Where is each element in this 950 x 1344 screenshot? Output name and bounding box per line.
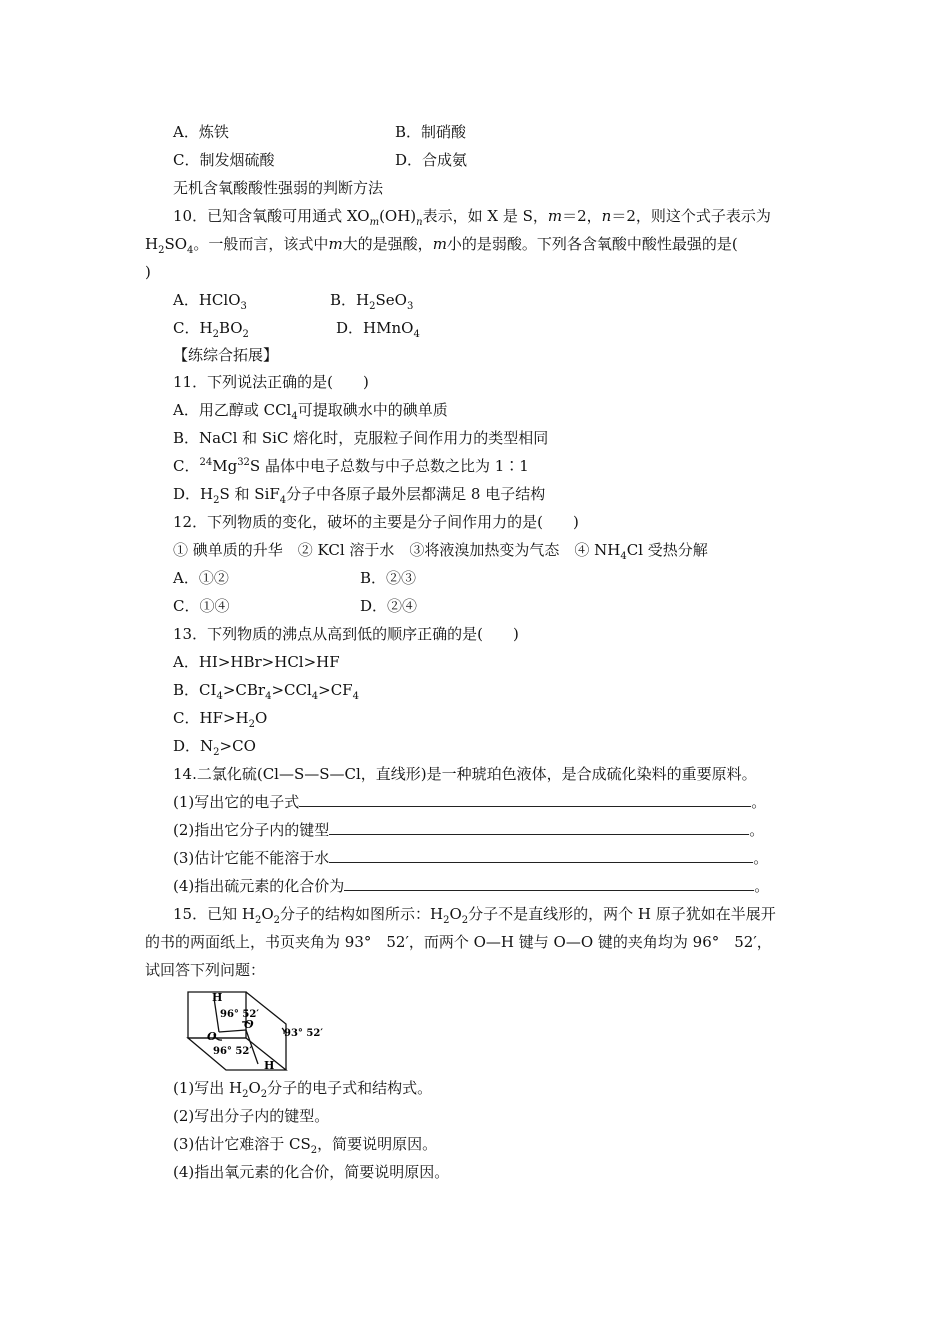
q10-option-c: C．$H_2BO_2$ (173, 319, 249, 340)
q15-line2: 的书的两面纸上，书页夹角为 93° 52′，而两个 O—H 键与 O—O 键的夹角均为 96° 52′， (145, 933, 772, 951)
q14-part2: (2)指出它分子内的键型 。 (173, 821, 765, 839)
q15-part4: (4)指出氧元素的化合价，简要说明原因。 (173, 1163, 450, 1181)
figure-label-o-left: O (207, 1030, 217, 1043)
q10-line3: ) (145, 263, 151, 281)
option-a: A．炼铁 (173, 123, 229, 141)
q10-line2: $H_2SO_4$。一般而言，该式中m大的是强酸，m小的是弱酸。下列各含氧酸中酸性最强的是( (145, 235, 738, 256)
figure-label-angle-upper: 96° 52′ (220, 1009, 259, 1020)
figure-label-h-bottom: H (264, 1059, 275, 1072)
q10-option-d: D．HMnO$_4$ (336, 319, 420, 340)
q11-option-d: D．$H_2S$ 和 SiF$_4$分子中各原子最外层都满足 8 电子结构 (173, 485, 546, 506)
figure-label-h-top: H (212, 991, 223, 1004)
q13-option-b: B．$CI_4>CBr_4>CCl_4>CF_4$ (173, 681, 359, 702)
q11-option-a: A．用乙醇或 CCl$_4$可提取碘水中的碘单质 (173, 401, 448, 422)
q11-option-c: C．$^{24}$Mg$^{32}$S 晶体中电子总数与中子总数之比为 1∶1 (173, 457, 529, 475)
q15-part1: (1)写出 $H_2O_2$分子的电子式和结构式。 (173, 1079, 433, 1100)
q12-items: ① 碘单质的升华 ② KCl 溶于水 ③将液溴加热变为气态 ④ $NH_4Cl$ 受热分解 (173, 541, 708, 562)
q13-option-c: C．$HF>H_2O$ (173, 709, 268, 730)
answer-blank[interactable] (329, 820, 749, 835)
q14-part4: (4)指出硫元素的化合价为 。 (173, 877, 770, 895)
q14-part1: (1)写出它的电子式 。 (173, 793, 767, 811)
q14-part3: (3)估计它能不能溶于水 。 (173, 849, 769, 867)
figure-label-angle-book: 93° 52′ (284, 1028, 323, 1039)
option-b: B．制硝酸 (395, 123, 467, 141)
q15-line1: 15．已知 $H_2O_2$分子的结构如图所示：$H_2O_2$分子不是直线形的，两个 H 原子犹如在半展开 (173, 905, 776, 926)
q12-option-b: B．②③ (360, 569, 417, 587)
q12-option-a: A．①② (173, 569, 229, 587)
section-heading: 无机含氧酸酸性强弱的判断方法 (173, 179, 384, 197)
figure-label-angle-lower: 96° 52′ (213, 1046, 252, 1057)
q11-option-b: B．NaCl 和 SiC 熔化时，克服粒子间作用力的类型相同 (173, 429, 549, 447)
option-c: C．制发烟硫酸 (173, 151, 275, 169)
q13-option-a: A．HI>HBr>HCl>HF (173, 653, 340, 671)
q15-part2: (2)写出分子内的键型。 (173, 1107, 330, 1125)
q10-line1: 10．已知含氧酸可用通式 $XO_m(OH)_n$表示，如 X 是 S，m＝2，n＝2，则这个式子表示为 (173, 207, 771, 228)
q10-option-b: B．$H_2SeO_3$ (330, 291, 414, 312)
answer-blank[interactable] (299, 792, 751, 807)
q14-stem: 14.二氯化硫(Cl—S—S—Cl，直线形)是一种琥珀色液体，是合成硫化染料的重要原料。 (173, 765, 757, 783)
bond-o-o (219, 1030, 246, 1032)
q15-line3: 试回答下列问题： (145, 961, 266, 979)
h2o2-structure-figure (186, 990, 336, 1072)
q13-stem: 13．下列物质的沸点从高到低的顺序正确的是( ) (173, 625, 519, 643)
q15-part3: (3)估计它难溶于 $CS_2$，简要说明原因。 (173, 1135, 438, 1156)
q12-option-d: D．②④ (360, 597, 418, 615)
q10-option-a: A．HClO$_3$ (173, 291, 247, 312)
q13-option-d: D．$N_2>CO$ (173, 737, 256, 758)
answer-blank[interactable] (344, 876, 754, 891)
q11-stem: 11．下列说法正确的是( ) (173, 373, 369, 391)
answer-blank[interactable] (329, 848, 753, 863)
q12-stem: 12．下列物质的变化，破坏的主要是分子间作用力的是( ) (173, 513, 579, 531)
q12-option-c: C．①④ (173, 597, 230, 615)
figure-label-o-right: O (244, 1018, 254, 1031)
practice-heading: 【练综合拓展】 (173, 346, 279, 364)
option-d: D．合成氨 (395, 151, 468, 169)
